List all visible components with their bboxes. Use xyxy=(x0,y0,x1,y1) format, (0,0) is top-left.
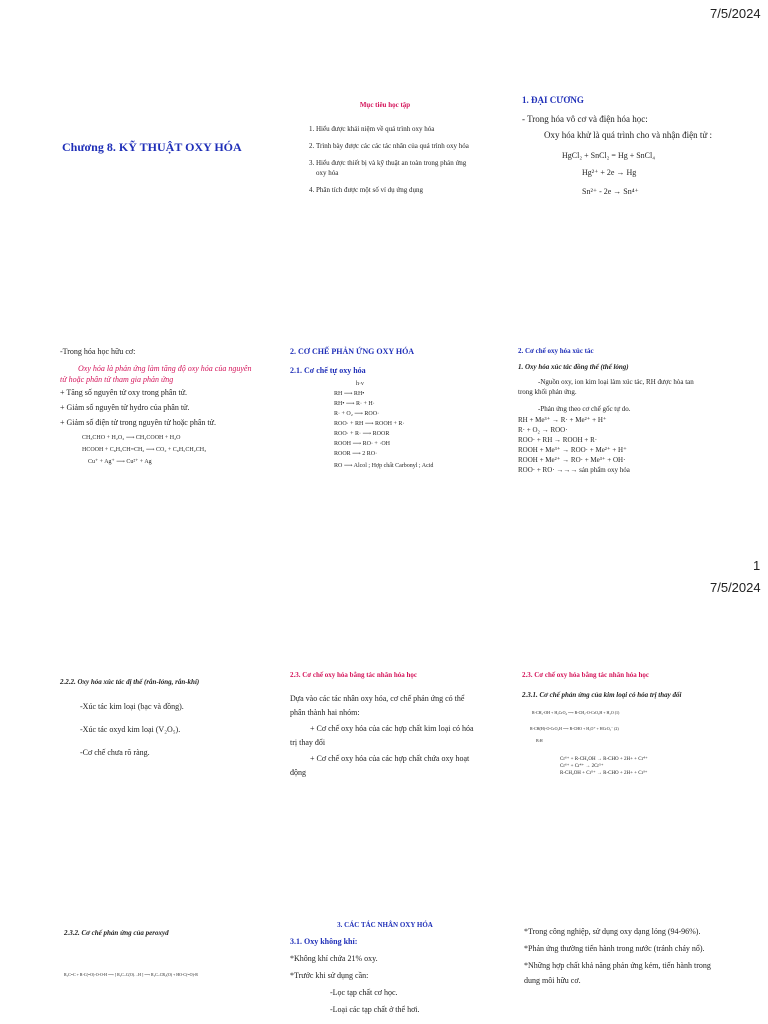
hetero-line: -Xúc tác kim loại (bạc và đồng). xyxy=(80,702,184,711)
hetero-line: -Cơ chế chưa rõ ràng. xyxy=(80,748,150,757)
mechanism-subtitle: 2.1. Cơ chế tự oxy hóa xyxy=(290,366,366,375)
general-eq2: Hg²⁺ + 2e → Hg xyxy=(582,168,637,177)
mechanism-step: R· + O₂ ⟶ ROO· xyxy=(334,411,380,417)
mechanism-step: RH• ⟶ R· + H· xyxy=(334,401,375,407)
hetero-title: 2.2.2. Oxy hóa xúc tác dị thể (rắn-lỏng, rắn-khí) xyxy=(60,678,200,686)
industry-line: *Những hợp chất khả năng phản ứng kém, tiến hành trong dung môi hữu cơ. xyxy=(524,961,711,985)
hetero-line: -Xúc tác oxyd kim loại (V₂O₅). xyxy=(80,725,181,734)
catalytic-eq: RH + Me³⁺ → R· + Me²⁺ + H⁺ xyxy=(518,416,607,424)
organic-bullet: + Giảm số nguyên tử hydro của phân tử. xyxy=(60,403,190,412)
catalytic-subtitle: 1. Oxy hóa xúc tác đồng thể (thể lỏng) xyxy=(518,363,629,371)
peroxide-scheme: R₂C=C + R-C(=O)-O-O-H ⟶ [ R₂C–C(O)…H ] ⟶ R₂C–CR₂(O) + HO-C(=O)-R xyxy=(64,972,198,977)
metal-base: B:H xyxy=(536,738,543,743)
organic-line1: -Trong hóa học hữu cơ: xyxy=(60,347,136,356)
catalytic-p2: -Phản ứng theo cơ chế gốc tự do. xyxy=(538,405,631,413)
catalytic-slide xyxy=(518,346,708,475)
general-eq3: Sn²⁺ - 2e → Sn⁴⁺ xyxy=(582,187,639,196)
catalytic-eq: ROO· + RO· →→→ sản phẩm oxy hóa xyxy=(518,466,630,474)
agents-line: -Loại các tạp chất ở thể hơi. xyxy=(330,1005,420,1014)
mechanism-step: RH ⟶ RH• xyxy=(334,391,365,397)
objectives-slide xyxy=(300,100,470,202)
agents-line: *Không khí chứa 21% oxy. xyxy=(290,954,378,963)
industry-line: *Phản ứng thường tiến hành trong nước (tránh cháy nổ). xyxy=(524,944,705,953)
general-line1: - Trong hóa vô cơ và điện hóa học: xyxy=(522,114,648,124)
mechanism-title: 2. CƠ CHẾ PHẢN ỨNG OXY HÓA xyxy=(290,347,415,356)
organic-definition: Oxy hóa là phản ứng làm tăng độ oxy hóa của nguyên tử hoặc phân tử tham gia phản ứng xyxy=(60,364,252,384)
agent-p2: + Cơ chế oxy hóa của các hợp chất kim loại có hóa trị thay đổi xyxy=(290,724,474,747)
objective-item: 2. Trình bày được các các tác nhân của quá trình oxy hóa xyxy=(316,141,470,151)
general-line2: Oxy hóa khử là quá trình cho và nhận điện tử : xyxy=(544,130,712,140)
industry-line: *Trong công nghiệp, sử dụng oxy dạng lỏng (94-96%). xyxy=(524,927,701,936)
chapter-title: Chương 8. KỸ THUẬT OXY HÓA xyxy=(62,140,242,154)
objective-item: 4. Phân tích được một số ví dụ ứng dụng xyxy=(316,185,470,195)
mechanism-step: ROO· + RH ⟶ ROOH + R· xyxy=(334,421,405,427)
agents-line: *Trước khi sử dụng cần: xyxy=(290,971,369,980)
metal-eq: R-CH₂OH + Cr⁵⁺ → R-CHO + 2H+ + Cr³⁺ xyxy=(560,771,648,776)
objectives-title: Mục tiêu học tập xyxy=(359,101,411,109)
organic-slide xyxy=(60,346,260,466)
mechanism-step: ROO· + R· ⟶ ROOR xyxy=(334,431,390,437)
hetero-slide xyxy=(60,678,260,758)
general-title: 1. ĐẠI CƯƠNG xyxy=(522,95,584,105)
agents-subtitle: 3.1. Oxy không khí: xyxy=(290,937,358,946)
catalytic-eq: R· + O₂ → ROO· xyxy=(518,426,568,434)
organic-bullet: + Tăng số nguyên tử oxy trong phân tử. xyxy=(60,388,188,397)
general-eq1: HgCl₂ + SnCl₂ = Hg + SnCl₄ xyxy=(562,151,656,160)
metal-eq: Cr⁶⁺ + R-CH₂OH → R-CHO + 2H+ + Cr⁴⁺ xyxy=(560,757,648,762)
industry-slide xyxy=(524,924,720,988)
agents-line: -Lọc tạp chất cơ học. xyxy=(330,988,398,997)
mechanism-slide xyxy=(290,346,490,470)
general-slide xyxy=(522,94,712,197)
catalytic-eq: ROOH + Me³⁺ → ROO· + Me²⁺ + H⁺ xyxy=(518,446,627,454)
peroxide-slide xyxy=(64,928,264,978)
metal-step: R-CH(H)-O-CrO₃H ⟶ R-CHO + H₃O⁺ + HCrO₃⁻ (2) xyxy=(530,726,619,731)
catalytic-p1: -Nguồn oxy, ion kim loại làm xúc tác, RH được hòa tan trong khối phản ứng. xyxy=(518,378,694,396)
organic-bullet: + Giảm số điện tử trong nguyên tử hoặc phân tử. xyxy=(60,418,216,427)
agents-slide xyxy=(290,920,480,1015)
agents-title: 3. CÁC TÁC NHÂN OXY HÓA xyxy=(337,921,433,929)
agent-p1: Dựa vào các tác nhân oxy hóa, cơ chế phản ứng có thể phân thành hai nhóm: xyxy=(290,694,465,717)
agent-slide xyxy=(290,670,480,780)
metal-slide xyxy=(522,670,712,777)
organic-reaction: HCOOH + C₆H₅CH=CH₂ ⟶ CO₂ + C₆H₅CH₂CH₃ xyxy=(82,447,207,453)
mechanism-condition: h·ν xyxy=(356,381,364,387)
metal-step: R-CH₂-OH + H₂CrO₄ ⟶ R-CH₂-O-CrO₃H + H₂O (1) xyxy=(532,710,620,715)
metal-subtitle: 2.3.1. Cơ chế phản ứng của kim loại có hóa trị thay đổi xyxy=(522,691,682,699)
metal-title: 2.3. Cơ chế oxy hóa bằng tác nhân hóa học xyxy=(522,671,649,679)
mechanism-step: ROOH ⟶ RO· + ·OH xyxy=(334,441,390,447)
catalytic-eq: ROO· + RH → ROOH + R· xyxy=(518,436,598,444)
catalytic-title: 2. Cơ chế oxy hóa xúc tác xyxy=(518,347,594,355)
mechanism-step: ROOR ⟶ 2 RO· xyxy=(334,451,378,457)
objectives-list xyxy=(300,124,470,195)
peroxide-title: 2.3.2. Cơ chế phản ứng của peroxyd xyxy=(64,929,169,937)
mechanism-step: RO ⟶ Alcol ; Hợp chất Carbonyl ; Acid xyxy=(334,463,434,469)
objective-item: 1. Hiểu được khái niệm về quá trình oxy hóa xyxy=(316,124,470,134)
catalytic-eq: ROOH + Me²⁺ → RO· + Me³⁺ + OH· xyxy=(518,456,626,464)
agent-title: 2.3. Cơ chế oxy hóa bằng tác nhân hóa học xyxy=(290,671,417,679)
objective-item: 3. Hiểu được thiết bị và kỹ thuật an toàn trong phản ứng oxy hóa xyxy=(316,158,470,178)
agent-p3: + Cơ chế oxy hóa của các hợp chất chứa oxy hoạt động xyxy=(290,754,470,777)
page-number: 1 xyxy=(753,558,761,573)
metal-eq: Cr⁶⁺ + Cr⁴⁺ → 2Cr⁵⁺ xyxy=(560,764,604,769)
organic-reaction: CH₃CHO + H₂O₂ ⟶ CH₃COOH + H₂O xyxy=(82,435,181,441)
organic-reaction: Cu⁺ + Ag⁺ ⟶ Cu²⁺ + Ag xyxy=(88,459,152,465)
page-date: 7/5/2024 xyxy=(710,6,761,21)
page-date: 7/5/2024 xyxy=(710,580,761,595)
